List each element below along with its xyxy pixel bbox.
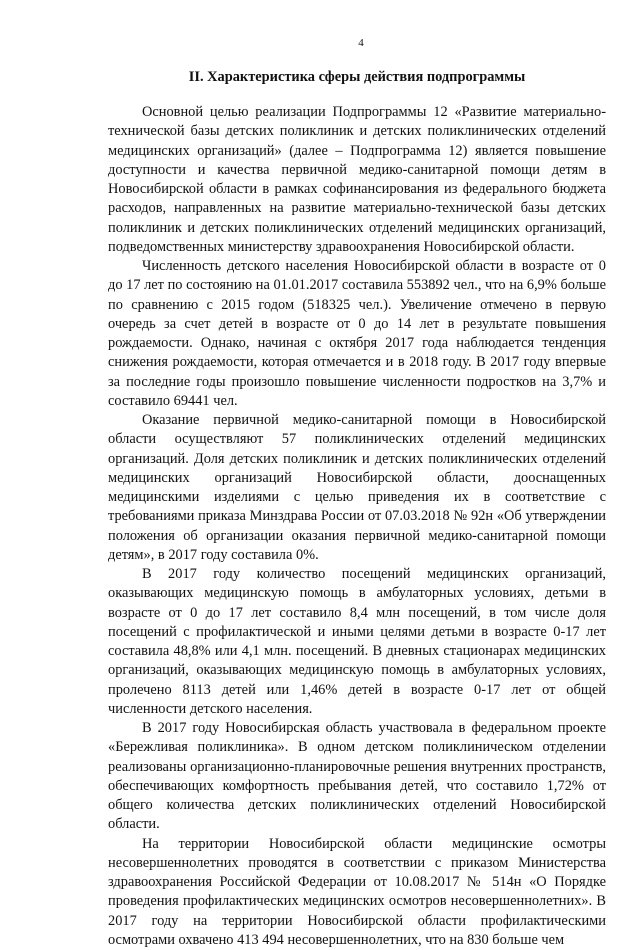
section-title: II. Характеристика сферы действия подпрограммы	[108, 68, 606, 87]
paragraph-medical-exams: На территории Новосибирской области медицинские осмотры несовершеннолетних проводятся в соответствии с приказом Министерства здравоохранения Российской Федерации от 10.08.2017 № 514н «О Порядке проведения профилактических медицинских осмотров несовершеннолетних». В 2017 году на территории Новосибирской области профилактическими осмотрами охвачено 413 494 несовершеннолетних, что на 830 больше чем	[108, 835, 606, 950]
paragraph-primary-care: Оказание первичной медико-санитарной помощи в Новосибирской области осуществляют 57 поликлинических отделений медицинских организаций. Доля детских поликлиник и детских поликлинических отделений медицинских организаций Новосибирской области, дооснащенных медицинскими изделиями с целью приведения их в соответствие с требованиями приказа Минздрава России от 07.03.2018 № 92н «Об утверждении положения об организации оказания первичной медико-санитарной помощи детям», в 2017 году составила 0%.	[108, 411, 606, 565]
paragraph-subprogram-goal: Основной целью реализации Подпрограммы 12 «Развитие материально-технической базы детских поликлиник и детских поликлинических отделений медицинских организаций» (далее – Подпрограмма 12) является повышение доступности и качества первичной медико-санитарной помощи детям в Новосибирской области в рамках софинансирования из федерального бюджета расходов, направленных на развитие материально-технической базы детских поликлиник и детских поликлинических отделений медицинских организаций, подведомственных министерству здравоохранения Новосибирской области.	[108, 103, 606, 257]
paragraph-lean-clinic: В 2017 году Новосибирская область участвовала в федеральном проекте «Бережливая поликлиника». В одном детском поликлиническом отделении реализованы организационно-планировочные решения внутренних пространств, обеспечивающих комфортность пребывания детей, что составило 1,72% от общего количества детских поликлинических отделений Новосибирской области.	[108, 719, 606, 835]
page-number: 4	[108, 36, 606, 50]
paragraph-visits-2017: В 2017 году количество посещений медицинских организаций, оказывающих медицинскую помощь в амбулаторных условиях, детьми в возрасте от 0 до 17 лет составило 8,4 млн посещений, в том числе доля посещений с профилактической и иными целями детьми в возрасте 0-17 лет составила 48,8% или 4,1 млн. посещений. В дневных стационарах медицинских организаций, оказывающих медицинскую помощь в амбулаторных условиях, пролечено 8113 детей или 1,46% детей в возрасте 0-17 лет от общей численности детского населения.	[108, 565, 606, 719]
paragraph-child-population: Численность детского населения Новосибирской области в возрасте от 0 до 17 лет по состоянию на 01.01.2017 составила 553892 чел., что на 6,9% больше по сравнению с 2015 годом (518325 чел.). Увеличение отмечено в первую очередь за счет детей в возрасте от 0 до 14 лет в результате повышения рождаемости. Однако, начиная с октября 2017 года наблюдается тенденция снижения рождаемости, которая отмечается и в 2018 году. В 2017 году впервые за последние годы произошло повышение численности подростков на 3,7% и составило 69441 чел.	[108, 257, 606, 411]
